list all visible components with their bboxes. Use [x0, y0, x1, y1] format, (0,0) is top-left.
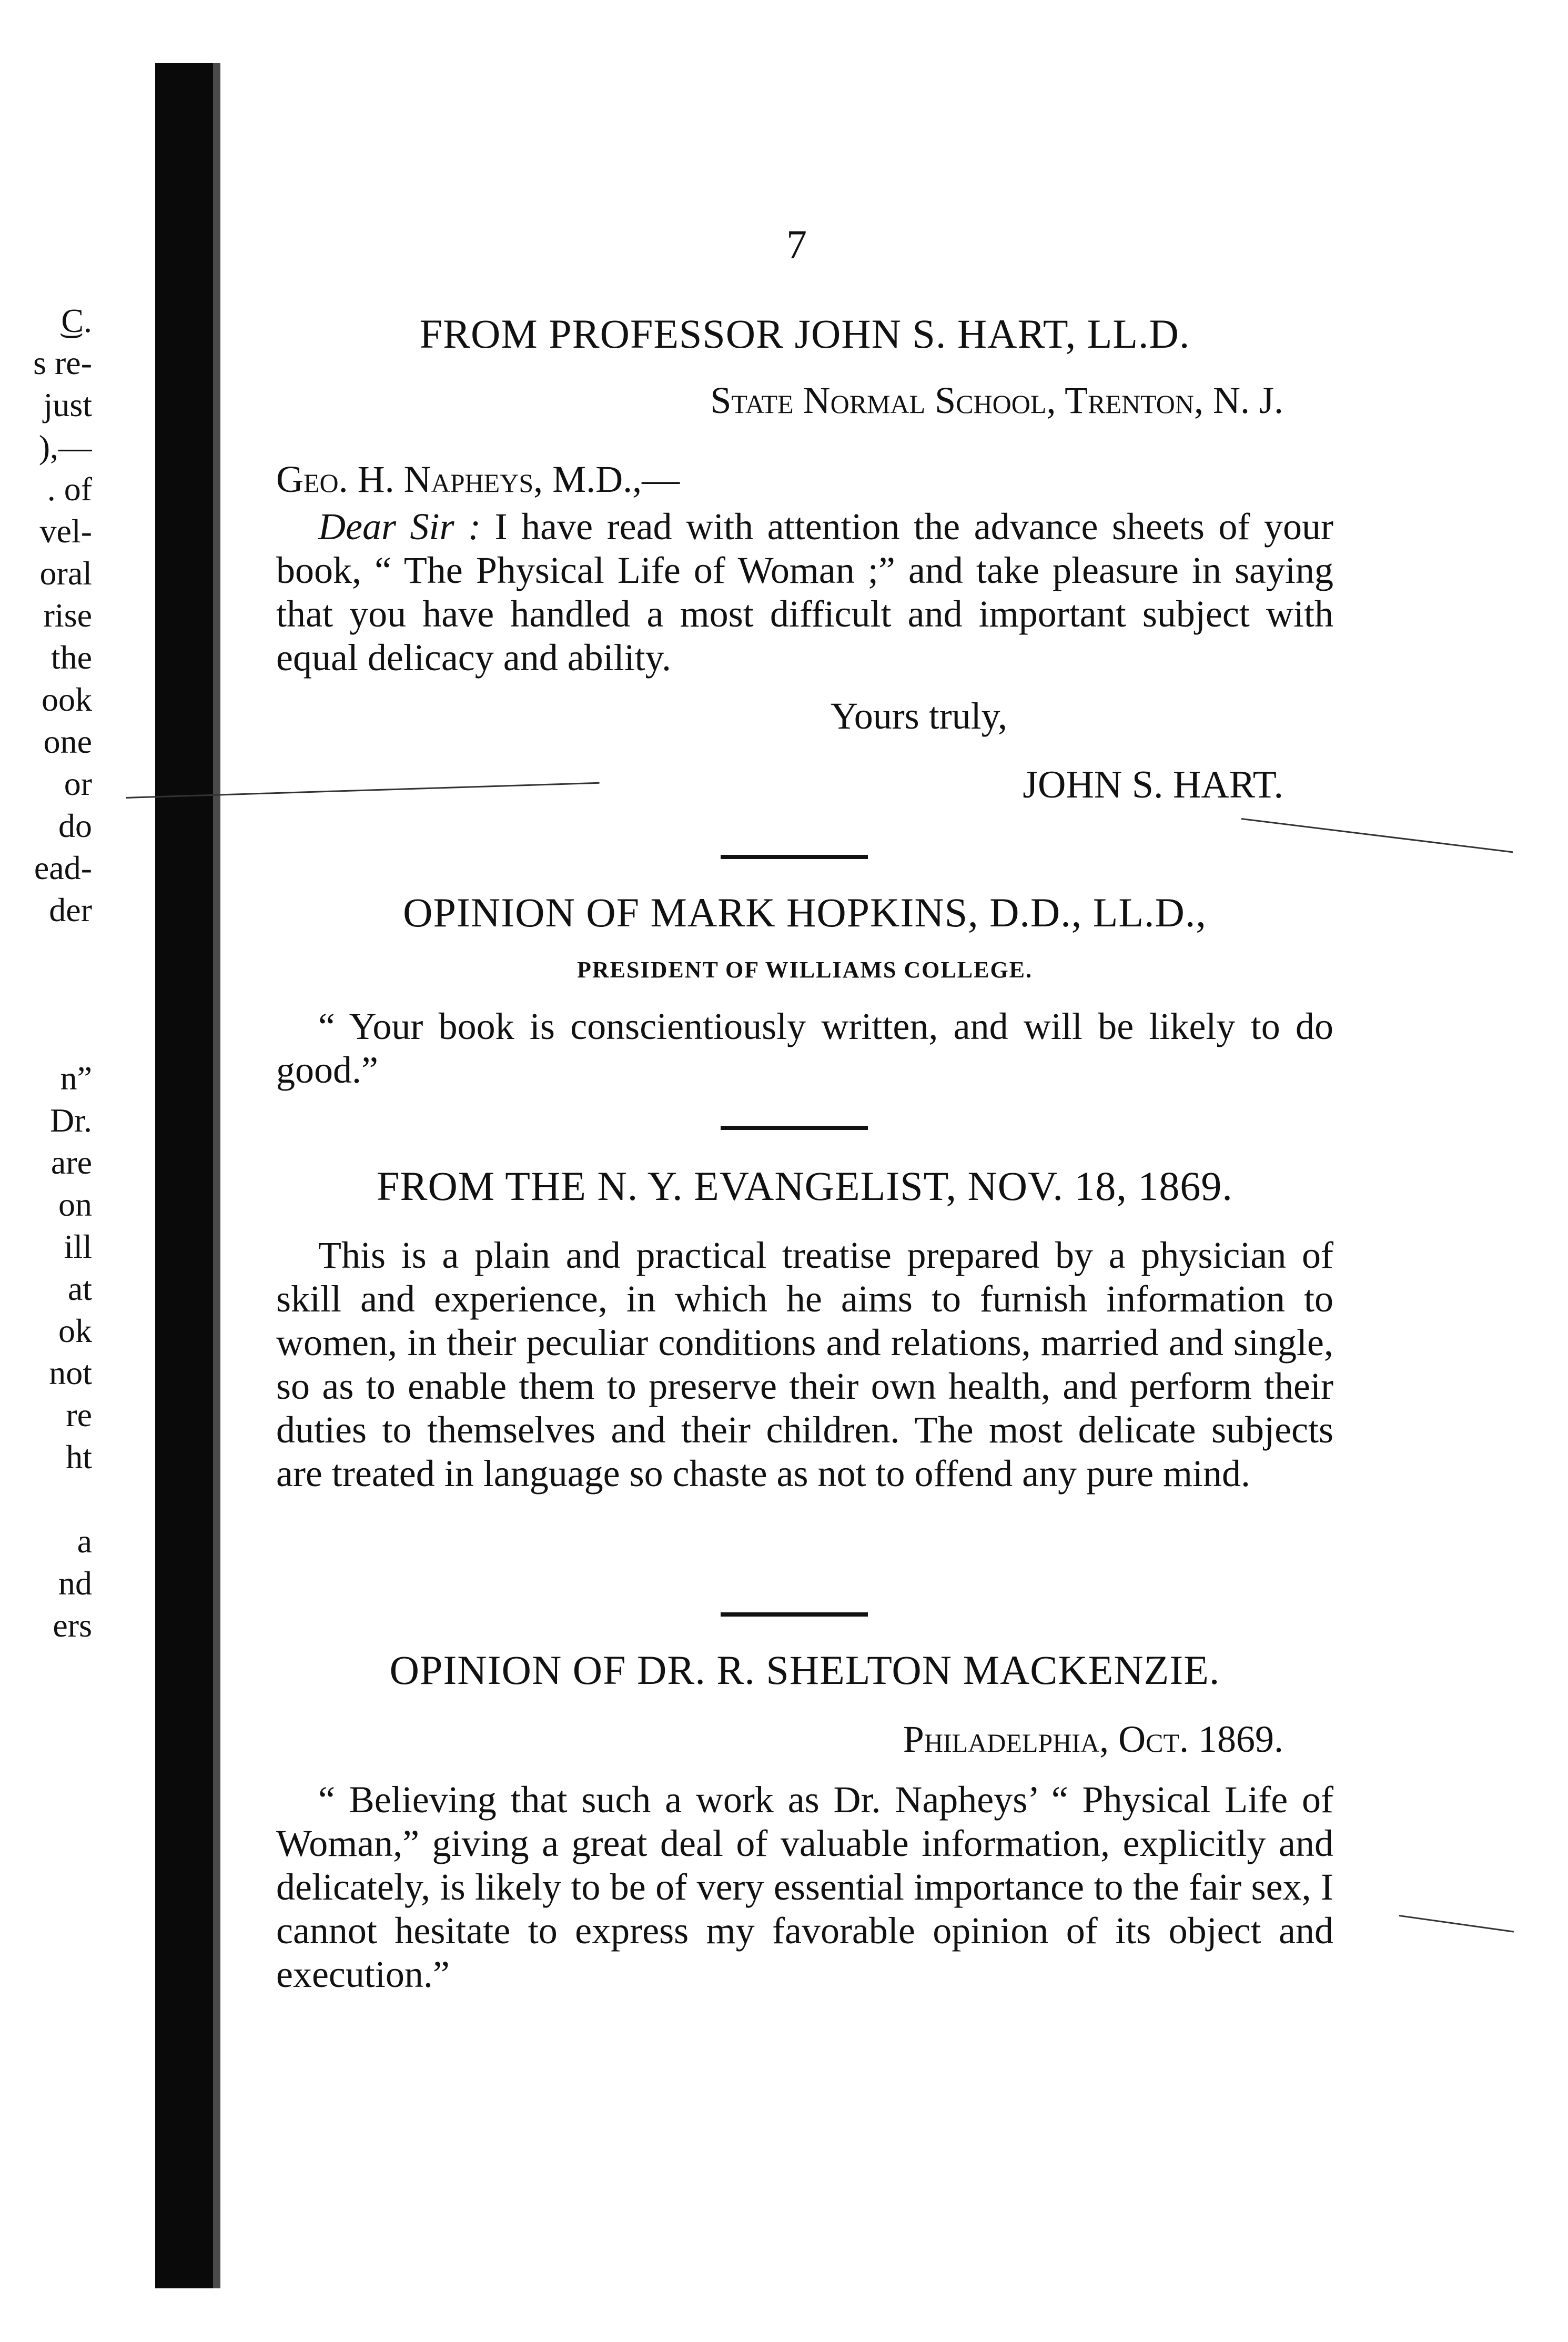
scan-streak [1399, 1915, 1514, 1933]
previous-page-line: not [49, 1354, 92, 1391]
section1-signature: JOHN S. HART. [1023, 763, 1283, 806]
section2-quote [276, 1005, 1333, 1092]
previous-page-line: re [66, 1396, 92, 1434]
previous-page-line: ok [58, 1312, 92, 1349]
binding-gutter [155, 63, 218, 2288]
section-divider [721, 855, 868, 859]
previous-page-line: s re- [33, 344, 92, 381]
previous-page-fragments [0, 300, 92, 1647]
previous-page-line: just [43, 386, 92, 423]
section2-heading: OPINION OF MARK HOPKINS, D.D., LL.D., [403, 890, 1207, 935]
previous-page-line [0, 931, 92, 973]
previous-page-line: ͜C. [61, 302, 92, 339]
previous-page-line: do [58, 807, 92, 844]
previous-page-line: der [49, 891, 92, 928]
binding-gutter-edge [213, 63, 220, 2288]
previous-page-line [0, 973, 92, 1015]
previous-page-line [0, 1015, 92, 1057]
previous-page-line: ook [42, 681, 92, 718]
section2-body: “ Your book is conscientiously written, and will be likely to do good.” [276, 1005, 1333, 1091]
previous-page-line: on [58, 1186, 92, 1223]
previous-page-line: oral [39, 554, 92, 592]
page-number: 7 [786, 221, 807, 267]
section4-place: Philadelphia, Oct. 1869. [903, 1718, 1283, 1760]
scan-streak [1241, 818, 1513, 853]
previous-page-line: ht [66, 1438, 92, 1476]
previous-page-line [0, 1478, 92, 1520]
previous-page-line: or [64, 765, 92, 802]
previous-page-line: ers [53, 1607, 92, 1644]
section1-addressee: Geo. H. Napheys, M.D.,— [276, 458, 680, 500]
section1-place: State Normal School, Trenton, N. J. [710, 379, 1283, 421]
section3-review [276, 1234, 1333, 1496]
previous-page-line: a [77, 1522, 92, 1560]
section1-letter [276, 505, 1333, 680]
section-divider [721, 1126, 868, 1130]
previous-page-line: n” [60, 1059, 92, 1097]
previous-page-line: Dr. [50, 1102, 92, 1139]
section4-heading: OPINION OF DR. R. SHELTON MACKENZIE. [389, 1647, 1220, 1693]
section4-body: “ Believing that such a work as Dr. Napheys’ “ Physical Life of Woman,” giving a great deal of valuable information, explicitly and delicately, is likely to be of very essential importance to the fair sex, I cannot hesitate to express my favorable opinion of its object and execution.” [276, 1779, 1333, 1995]
section1-closing: Yours truly, [830, 695, 1007, 737]
previous-page-line: ill [64, 1228, 92, 1265]
section-divider [721, 1612, 868, 1617]
previous-page-line: ead- [34, 849, 92, 886]
section3-body: This is a plain and practical treatise prepared by a physician of skill and experience, in which he aims to furnish information to women, in their peculiar conditions and relations, married and single, so as to enable them to preserve their own health, and perform their duties to themselves and their children. The most delicate subjects are treated in language so chaste as not to offend any pure mind. [276, 1234, 1333, 1495]
section1-salutation: Dear Sir : [318, 506, 481, 548]
previous-page-line: ),— [38, 428, 92, 466]
previous-page-line: at [67, 1270, 92, 1307]
previous-page-line: are [50, 1144, 92, 1181]
previous-page-line: . of [47, 470, 92, 508]
previous-page-line: nd [58, 1564, 92, 1602]
section1-body: I have read with attention the advance sheets of your book, “ The Physical Life of Woman ;” and take pleasure in saying that you have handled a most difficult and important subject with equal delicacy and ability. [276, 506, 1333, 679]
section4-quote [276, 1778, 1333, 1996]
previous-page-line: one [43, 723, 92, 760]
section1-heading: FROM PROFESSOR JOHN S. HART, LL.D. [419, 311, 1190, 357]
section2-subheading: PRESIDENT OF WILLIAMS COLLEGE. [576, 957, 1033, 983]
previous-page-line: vel- [39, 512, 92, 550]
previous-page-line: rise [43, 597, 92, 634]
previous-page-line: the [50, 639, 92, 676]
section3-heading: FROM THE N. Y. EVANGELIST, NOV. 18, 1869. [377, 1163, 1233, 1209]
